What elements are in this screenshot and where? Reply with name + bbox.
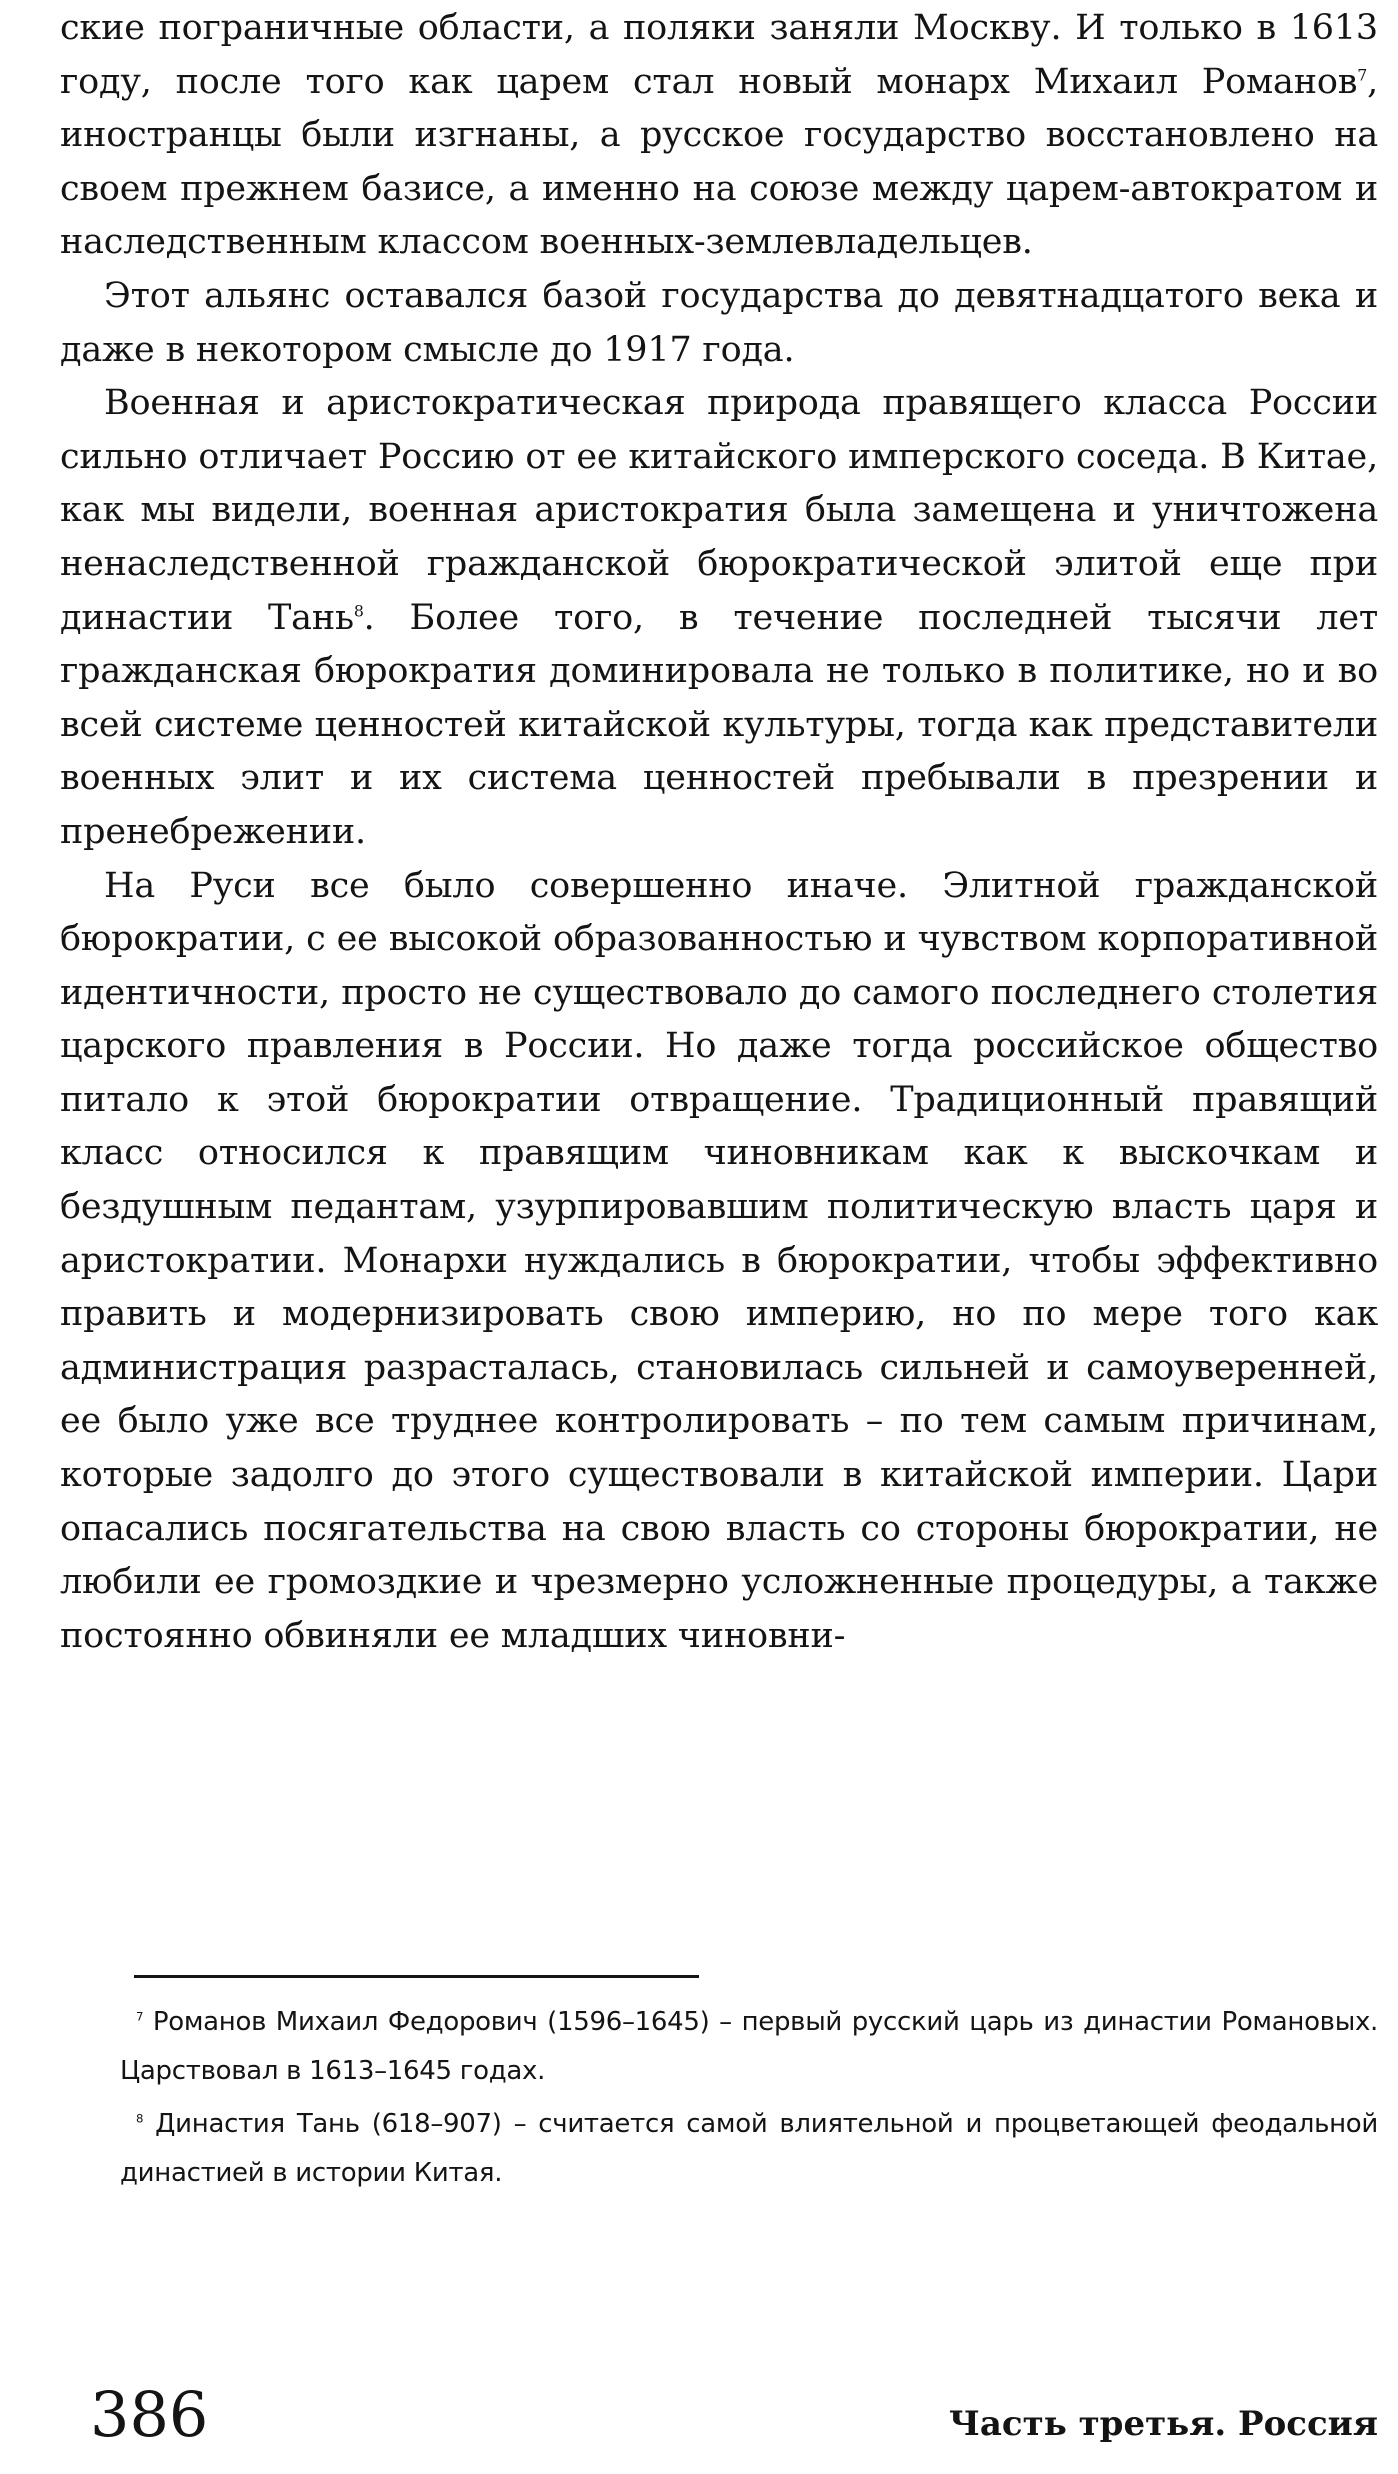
footnote-7-text: Романов Михаил Федорович (1596–1645) – первый русский царь из династии Романовых. Царствовал в 1613–1645 годах.: [120, 2007, 1378, 2086]
paragraph-1-text: ские пограничные области, а поляки заняли Москву. И только в 1613 году, после того как царем стал новый монарх Михаил Романов: [60, 8, 1378, 102]
paragraph-3-tail: . Более того, в течение последней тысячи лет гражданская бюрократия доминировала не только в политике, но и во всей системе ценностей китайской культуры, тогда как представители военных элит и их система ценностей пребывали в презрении и пренебрежении.: [60, 597, 1379, 852]
footnote-separator: [134, 1975, 699, 1978]
footnote-8-text: Династия Тань (618–907) – считается самой влиятельной и процветающей феодальной династией в истории Китая.: [120, 2109, 1378, 2188]
footnote-marker-7: 7: [136, 2009, 144, 2024]
footnote-ref-8[interactable]: 8: [353, 600, 364, 620]
paragraph-2: Этот альянс оставался базой государства до девятнадцатого века и даже в некотором смысле до 1917 года.: [60, 275, 1378, 370]
footnote-ref-7[interactable]: 7: [1357, 64, 1368, 84]
paragraph-1-tail: , иностранцы были изгнаны, а русское государство восстановлено на своем прежнем базисе, а именно на союзе между царем-автократом и наследственным классом военных-землевладельцев.: [60, 61, 1378, 263]
page-number: 386: [90, 2378, 209, 2451]
paragraph-3-text: Военная и аристократическая природа правящего класса России сильно отличает Россию от ее китайского имперского соседа. В Китае, как мы видели, военная аристократия была замещена и уничтожена ненаследственной гражданской бюрократической элитой еще при династии Тань: [60, 383, 1378, 638]
main-text: [60, 2, 1378, 1663]
paragraph-1: [60, 2, 1378, 270]
footnote-marker-8: 8: [136, 2111, 144, 2126]
footnote-8: [120, 2100, 1378, 2198]
paragraph-3: [60, 377, 1378, 859]
running-title: Часть третья. Россия: [948, 2404, 1378, 2444]
paragraph-4: На Руси все было совершенно иначе. Элитной гражданской бюрократии, с ее высокой образованностью и чувством корпоративной идентичности, просто не существовало до самого последнего столетия царского правления в России. Но даже тогда российское общество питало к этой бюрократии отвращение. Традиционный правящий класс относился к правящим чиновникам как к выскочкам и бездушным педантам, узурпировавшим политическую власть царя и аристократии. Монархи нуждались в бюрократии, чтобы эффективно править и модернизировать свою империю, но по мере того как администрация разрасталась, становилась сильней и самоуверенней, ее было уже все труднее контролировать – по тем самым причинам, которые задолго до этого существовали в китайской империи. Цари опасались посягательства на свою власть со стороны бюрократии, не любили ее громоздкие и чрезмерно усложненные процедуры, а также постоянно обвиняли ее младших чиновни-: [60, 865, 1378, 1656]
footnote-7: [120, 1998, 1378, 2096]
book-page: [60, 0, 1378, 2474]
footnotes: [120, 1998, 1378, 2202]
